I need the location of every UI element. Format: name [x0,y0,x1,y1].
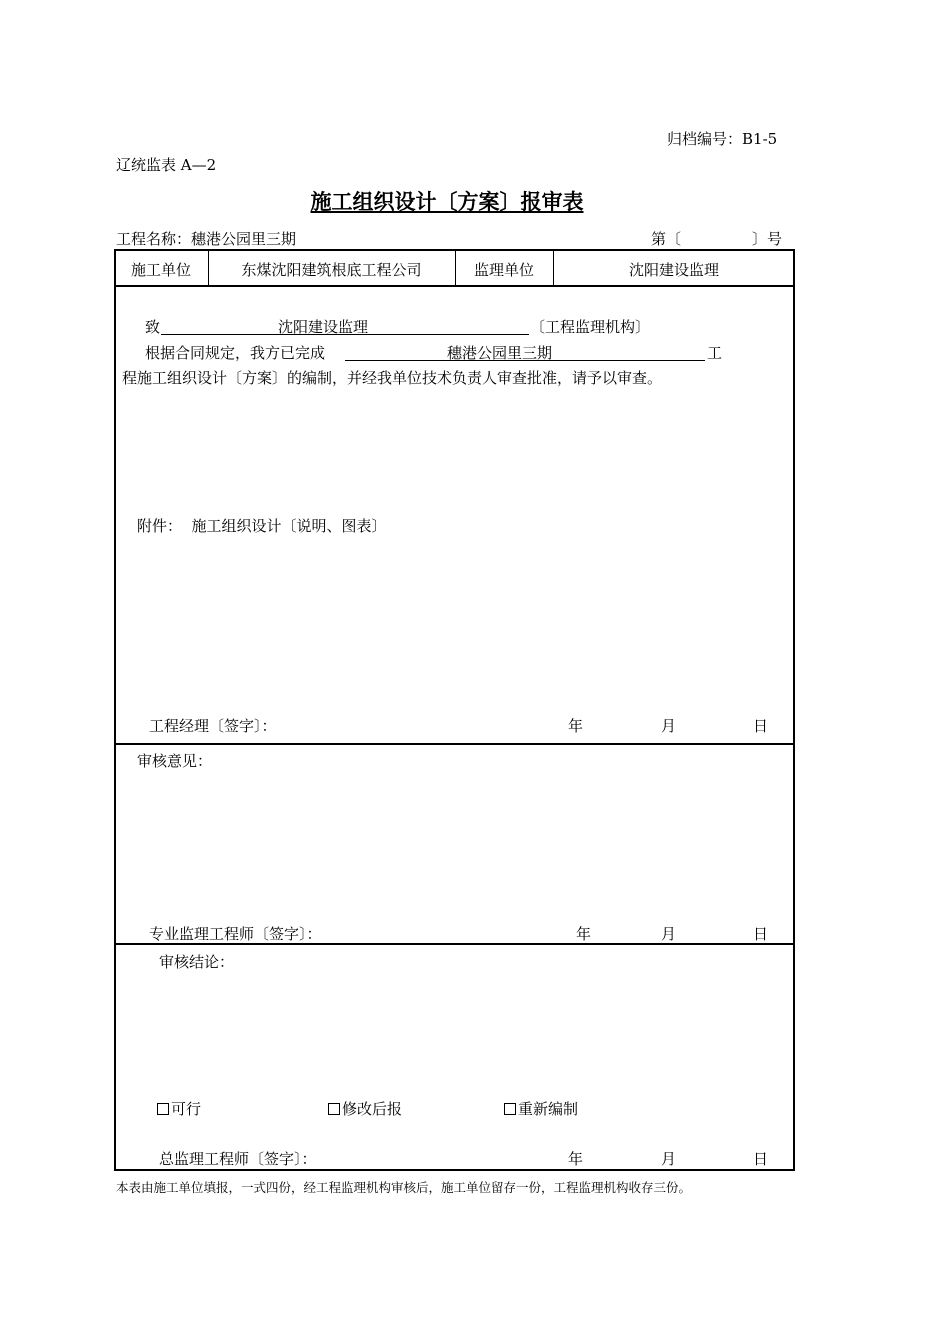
option-recompile-label: 重新编制 [518,1100,579,1118]
completion-suffix: 工 [707,344,723,362]
project-manager-signature: 工程经理〔签字〕： [149,717,277,735]
form-code: 辽统监表 A—2 [116,156,217,174]
divider-section2 [114,743,795,745]
date-day: 日 [753,1150,769,1168]
date-year: 年 [568,717,584,735]
date-year: 年 [568,1150,584,1168]
date-year: 年 [576,925,592,943]
footer-note: 本表由施工单位填报，一式四份，经工程监理机构审核后，施工单位留存一份，工程监理机构收存三份。 [116,1180,692,1195]
number-left: 第〔 [651,230,682,248]
construction-unit-value: 东煤沈阳建筑根底工程公司 [241,261,422,279]
option-feasible-label: 可行 [171,1100,202,1118]
completion-prefix: 根据合同规定，我方已完成 [145,344,326,362]
option-revise-label: 修改后报 [342,1100,403,1118]
review-conclusion-label: 审核结论： [159,953,235,971]
checkbox-recompile[interactable] [504,1103,516,1115]
date-month: 月 [661,925,677,943]
option-revise[interactable] [328,1098,402,1119]
option-recompile[interactable] [504,1098,578,1119]
engineer-signature: 专业监理工程师〔签字〕： [149,925,322,943]
completion-value: 穗港公园里三期 [447,344,553,362]
chief-engineer-signature: 总监理工程师〔签字〕： [159,1150,317,1168]
supervision-unit-value: 沈阳建设监理 [628,261,719,279]
supervision-unit-label: 监理单位 [473,261,534,279]
project-name: 工程名称：穗港公园里三期 [116,230,297,248]
divider-top-row [114,285,795,287]
construction-unit-label: 施工单位 [130,261,191,279]
review-opinion-label: 审核意见： [137,752,213,770]
page-title: 施工组织设计〔方案〕报审表 [310,189,584,214]
date-month: 月 [661,717,677,735]
date-month: 月 [661,1150,677,1168]
to-value: 沈阳建设监理 [278,318,369,336]
completion-line2: 程施工组织设计〔方案〕的编制，并经我单位技术负责人审查批准，请予以审查。 [122,369,663,387]
number-right: 〕号 [752,230,783,248]
date-day: 日 [753,717,769,735]
to-prefix: 致 [145,318,161,336]
archive-number: 归档编号：B1-5 [667,130,778,148]
option-feasible[interactable] [157,1098,201,1119]
date-day: 日 [753,925,769,943]
checkbox-feasible[interactable] [157,1103,169,1115]
checkbox-revise[interactable] [328,1103,340,1115]
attachment: 附件： 施工组织设计〔说明、图表〕 [137,517,387,535]
to-suffix: 〔工程监理机构〕 [530,318,651,336]
